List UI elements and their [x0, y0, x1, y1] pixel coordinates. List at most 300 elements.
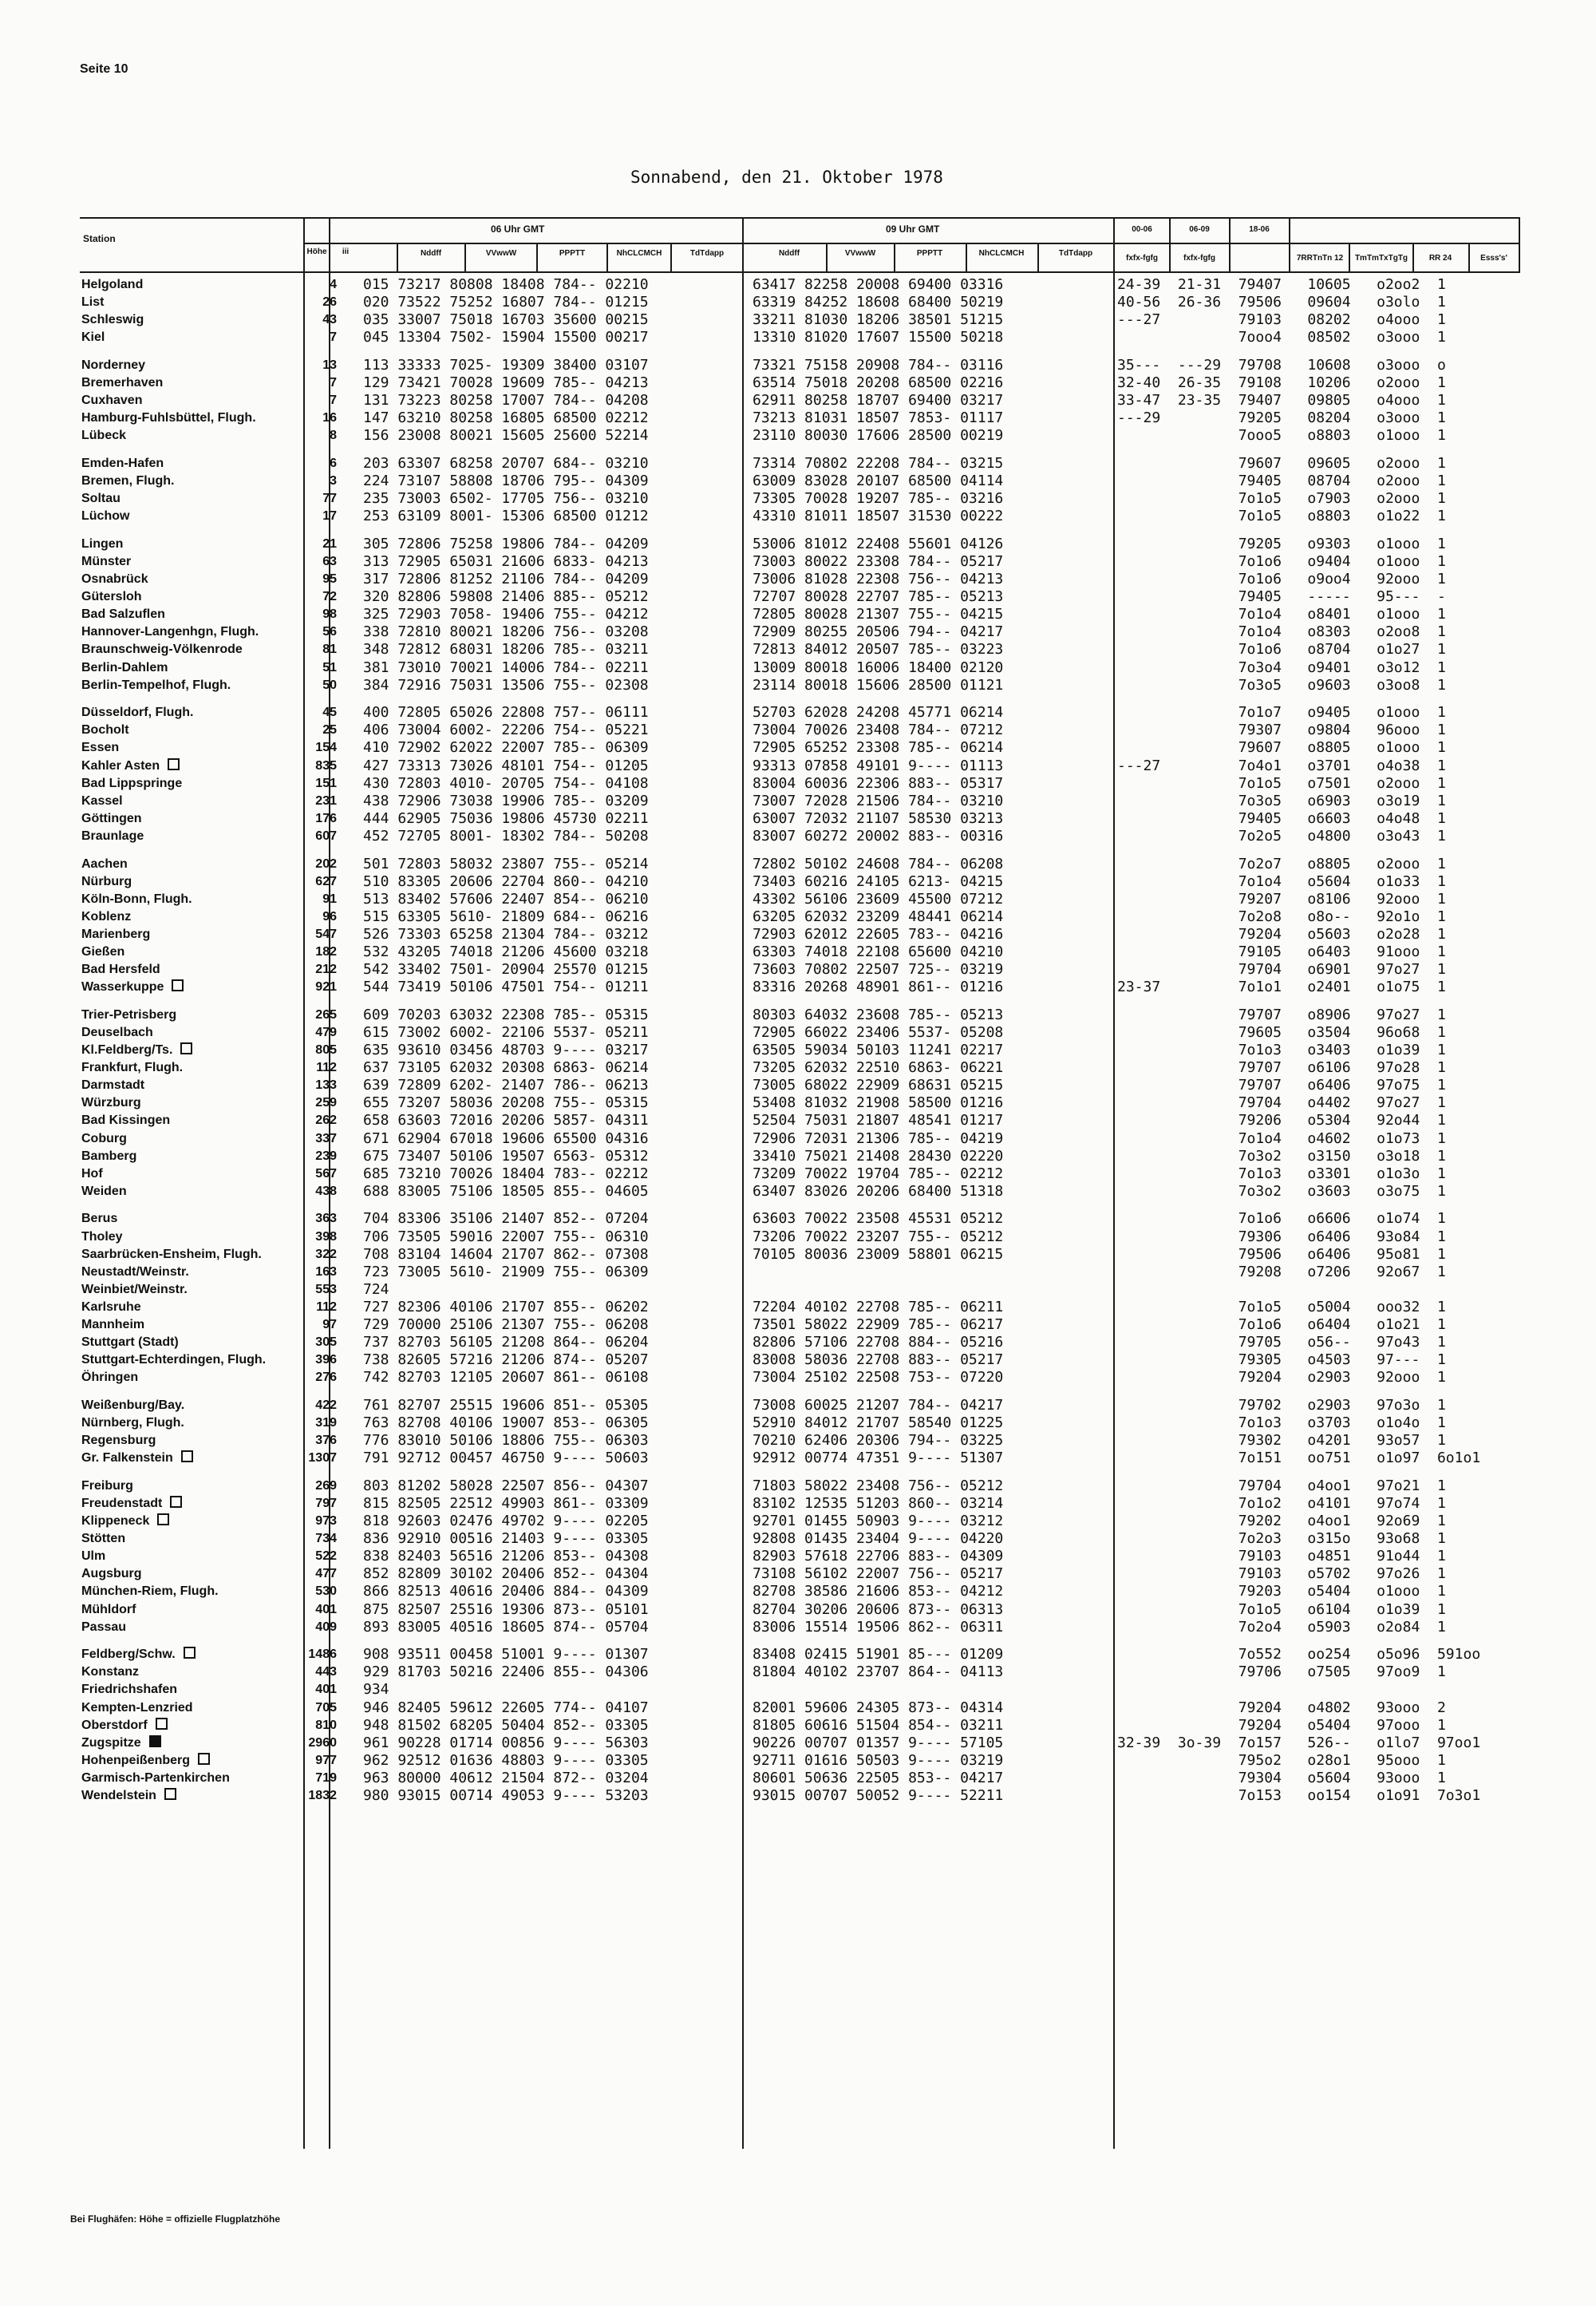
- station-height: 98: [322, 607, 337, 622]
- extremes-precip: 79204 o5404 97ooo 1: [1117, 1716, 1446, 1734]
- station-height: 56: [322, 625, 337, 639]
- station-height: 422: [315, 1398, 337, 1412]
- station-height: 182: [315, 945, 337, 959]
- obs-09-gmt: 72204 40102 22708 785-- 06211: [753, 1298, 1004, 1315]
- station-height: 72: [322, 590, 337, 604]
- header-station: Station: [83, 233, 116, 244]
- obs-09-gmt: 83408 02415 51901 85--- 01209: [753, 1646, 1004, 1663]
- station-height: 3: [330, 474, 337, 488]
- obs-09-gmt: 83008 58036 22708 883-- 05217: [753, 1351, 1004, 1369]
- table-subheader-rule: [303, 243, 1520, 244]
- extremes-precip: 79105 o6403 91ooo 1: [1117, 943, 1446, 960]
- obs-06-gmt: 658 63603 72016 20206 5857- 04311: [363, 1112, 649, 1129]
- obs-09-gmt: 73206 70022 23207 755-- 05212: [753, 1228, 1004, 1245]
- station-height: 607: [315, 829, 337, 843]
- col-divider-09-d: [1037, 243, 1039, 273]
- obs-06-gmt: 706 73505 59016 22007 755-- 06310: [363, 1228, 649, 1245]
- obs-09-gmt: 73501 58022 22909 785-- 06217: [753, 1316, 1004, 1333]
- obs-06-gmt: 381 73010 70021 14006 784-- 02211: [363, 659, 649, 676]
- obs-06-gmt: 685 73210 70026 18404 783-- 02212: [363, 1165, 649, 1182]
- obs-09-gmt: 52504 75031 21807 48541 01217: [753, 1112, 1004, 1129]
- station-height: 7: [330, 376, 337, 390]
- obs-06-gmt: 639 72809 6202- 21407 786-- 06213: [363, 1077, 649, 1094]
- obs-09-gmt: 73321 75158 20908 784-- 03116: [753, 356, 1004, 374]
- station-height: 322: [315, 1247, 337, 1261]
- header-06-col-3: PPPTT: [559, 249, 586, 258]
- obs-06-gmt: 131 73223 80258 17007 784-- 04208: [363, 392, 649, 409]
- obs-06-gmt: 688 83005 75106 18505 855-- 04605: [363, 1182, 649, 1200]
- extremes-precip: ---27 7o4o1 o3701 o4o38 1: [1117, 757, 1446, 774]
- extremes-precip: 7o1o5 o7903 o2ooo 1: [1117, 490, 1446, 508]
- station-height: 337: [315, 1131, 337, 1145]
- extremes-precip: 7o2o3 o315o 93o68 1: [1117, 1530, 1446, 1548]
- station-name: Lüchow: [81, 509, 130, 524]
- station-name: Mannheim: [81, 1318, 145, 1331]
- col-divider-06-c: [536, 243, 538, 273]
- obs-06-gmt: 980 93015 00714 49053 9---- 53203: [363, 1787, 649, 1804]
- extremes-precip: 7o3o2 o3603 o3o75 1: [1117, 1182, 1446, 1200]
- station-name: Hohenpeißenberg: [81, 1752, 210, 1770]
- obs-06-gmt: 729 70000 25106 21307 755-- 06208: [363, 1316, 649, 1333]
- obs-09-gmt: 72805 80028 21307 755-- 04215: [753, 606, 1004, 623]
- station-height: 376: [315, 1434, 337, 1448]
- obs-09-gmt: 82903 57618 22706 883-- 04309: [753, 1548, 1004, 1565]
- obs-09-gmt: 73004 25102 22508 753-- 07220: [753, 1369, 1004, 1386]
- obs-09-gmt: 73006 81028 22308 756-- 04213: [753, 571, 1004, 587]
- obs-06-gmt: 852 82809 30102 20406 852-- 04304: [363, 1565, 649, 1583]
- extremes-precip: 23-37 7o1o1 o2401 o1o75 1: [1117, 979, 1446, 996]
- station-marker-icon: [168, 758, 180, 770]
- extremes-precip: 79103 o5702 97o26 1: [1117, 1565, 1446, 1583]
- station-height: 797: [315, 1496, 337, 1510]
- station-height: 265: [315, 1007, 337, 1022]
- station-name: Nürnberg, Flugh.: [81, 1416, 184, 1430]
- station-height: 269: [315, 1478, 337, 1493]
- station-name: Emden-Hafen: [81, 456, 164, 470]
- station-height: 553: [315, 1282, 337, 1296]
- obs-09-gmt: 83007 60272 20002 883-- 00316: [753, 827, 1004, 844]
- obs-06-gmt: 513 83402 57606 22407 854-- 06210: [363, 890, 649, 908]
- obs-09-gmt: 80601 50636 22505 853-- 04217: [753, 1769, 1004, 1786]
- station-name: Düsseldorf, Flugh.: [81, 706, 194, 720]
- obs-09-gmt: 73004 70026 23408 784-- 07212: [753, 722, 1004, 739]
- header-09-col-2: VVwwW: [844, 249, 876, 258]
- extremes-precip: 40-56 26-36 79506 09604 o3olo 1: [1117, 294, 1446, 311]
- extremes-precip: 7o552 oo254 o5o96 591oo: [1117, 1646, 1481, 1663]
- extremes-precip: 7o1o4 o4602 o1o73 1: [1117, 1129, 1446, 1147]
- obs-06-gmt: 532 43205 74018 21206 45600 03218: [363, 943, 649, 960]
- extremes-precip: 7o1o6 o8704 o1o27 1: [1117, 641, 1446, 659]
- extremes-precip: 7o1o4 o5604 o1o33 1: [1117, 872, 1446, 890]
- col-divider-right: [1519, 217, 1520, 273]
- page-title: Sonnabend, den 21. Oktober 1978: [630, 168, 943, 187]
- extremes-precip: 79304 o5604 93ooo 1: [1117, 1769, 1446, 1786]
- station-height: 921: [315, 980, 337, 995]
- header-09-col-5: TdTdapp: [1058, 249, 1093, 258]
- obs-09-gmt: 73205 62032 22510 6863- 06221: [753, 1059, 1004, 1077]
- station-name: Norderney: [81, 358, 146, 372]
- station-name: Stuttgart (Stadt): [81, 1335, 179, 1350]
- station-height: 276: [315, 1371, 337, 1385]
- extremes-precip: 7o1o4 o8401 o1ooo 1: [1117, 606, 1446, 623]
- station-name: Trier-Petrisberg: [81, 1007, 177, 1022]
- station-name: Berus: [81, 1212, 118, 1226]
- col-divider-06-b: [464, 243, 466, 273]
- extremes-precip: 7o151 oo751 o1o97 6o1o1: [1117, 1450, 1481, 1467]
- extremes-precip: 7o2o5 o4800 o3o43 1: [1117, 827, 1446, 844]
- obs-09-gmt: 72909 80255 20506 794-- 04217: [753, 623, 1004, 641]
- obs-06-gmt: 738 82605 57216 21206 874-- 05207: [363, 1351, 649, 1369]
- station-name: Karlsruhe: [81, 1299, 141, 1314]
- obs-06-gmt: 934: [363, 1681, 389, 1699]
- obs-09-gmt: 33410 75021 21408 28430 02220: [753, 1147, 1004, 1165]
- station-height: 547: [315, 927, 337, 941]
- header-06-col-5: TdTdapp: [689, 249, 725, 258]
- obs-09-gmt: 63009 83028 20107 68500 04114: [753, 473, 1004, 489]
- obs-09-gmt: 71803 58022 23408 756-- 05212: [753, 1477, 1004, 1494]
- obs-06-gmt: 737 82703 56105 21208 864-- 06204: [363, 1334, 649, 1351]
- station-marker-icon: [170, 1496, 182, 1508]
- station-name: Lingen: [81, 536, 124, 551]
- obs-09-gmt: 92808 01435 23404 9---- 04220: [753, 1530, 1004, 1548]
- obs-09-gmt: 53408 81032 21908 58500 01216: [753, 1094, 1004, 1112]
- station-height: 17: [322, 509, 337, 524]
- station-height: 401: [315, 1683, 337, 1697]
- obs-09-gmt: 63303 74018 22108 65600 04210: [753, 943, 1004, 960]
- table-header-rule: [80, 271, 1520, 273]
- header-06-col-1: Nddff: [420, 249, 442, 258]
- obs-09-gmt: 52910 84012 21707 58540 01225: [753, 1414, 1004, 1431]
- extremes-precip: 7o1o5 o8803 o1o22 1: [1117, 508, 1446, 525]
- station-height: 1486: [308, 1647, 337, 1662]
- station-height: 202: [315, 856, 337, 871]
- station-name: Weißenburg/Bay.: [81, 1398, 185, 1412]
- station-marker-icon: [198, 1753, 210, 1765]
- extremes-precip: 33-47 23-35 79407 09805 o4ooo 1: [1117, 392, 1446, 409]
- station-name: Kiel: [81, 330, 105, 345]
- obs-09-gmt: 43302 56106 23609 45500 07212: [753, 890, 1004, 908]
- obs-09-gmt: 83102 12535 51203 860-- 03214: [753, 1494, 1004, 1512]
- col-divider-06: [742, 217, 744, 2149]
- station-height: 705: [315, 1700, 337, 1715]
- obs-06-gmt: 317 72806 81252 21106 784-- 04209: [363, 571, 649, 587]
- obs-06-gmt: 791 92712 00457 46750 9---- 50603: [363, 1450, 649, 1467]
- obs-09-gmt: 13310 81020 17607 15500 50218: [753, 329, 1004, 346]
- station-height: 91: [322, 892, 337, 906]
- extremes-precip: 79506 o6406 95o81 1: [1117, 1245, 1446, 1263]
- obs-06-gmt: 763 82708 40106 19007 853-- 06305: [363, 1414, 649, 1431]
- station-name: Frankfurt, Flugh.: [81, 1061, 184, 1075]
- extremes-precip: 79207 o8106 92ooo 1: [1117, 890, 1446, 908]
- obs-09-gmt: 92912 00774 47351 9---- 51307: [753, 1450, 1004, 1467]
- obs-06-gmt: 444 62905 75036 19806 45730 02211: [363, 809, 649, 827]
- station-height: 443: [315, 1665, 337, 1679]
- extremes-precip: 79706 o7505 97oo9 1: [1117, 1663, 1446, 1681]
- station-name: Würzburg: [81, 1096, 141, 1110]
- station-height: 21: [322, 536, 337, 551]
- station-height: 319: [315, 1416, 337, 1430]
- station-height: 734: [315, 1532, 337, 1546]
- col-divider-r2: [1229, 217, 1231, 273]
- obs-09-gmt: 63319 84252 18608 68400 50219: [753, 294, 1004, 311]
- station-name: Weiden: [81, 1184, 127, 1198]
- obs-06-gmt: 724: [363, 1280, 389, 1298]
- station-height: 95: [322, 572, 337, 586]
- station-name: Oberstdorf: [81, 1717, 168, 1734]
- page-number: Seite 10: [80, 62, 128, 76]
- obs-06-gmt: 637 73105 62032 20308 6863- 06214: [363, 1059, 649, 1077]
- obs-06-gmt: 544 73419 50106 47501 754-- 01211: [363, 979, 649, 996]
- station-height: 96: [322, 909, 337, 924]
- obs-06-gmt: 875 82507 25516 19306 873-- 05101: [363, 1600, 649, 1618]
- station-name: Augsburg: [81, 1567, 142, 1581]
- obs-09-gmt: 73005 68022 22909 68631 05215: [753, 1077, 1004, 1094]
- extremes-precip: 79103 o4851 91o44 1: [1117, 1548, 1446, 1565]
- obs-09-gmt: 63007 72032 21107 58530 03213: [753, 809, 1004, 827]
- station-height: 409: [315, 1620, 337, 1634]
- obs-06-gmt: 235 73003 6502- 17705 756-- 03210: [363, 490, 649, 508]
- header-r2-title: 06-09: [1189, 225, 1210, 234]
- obs-06-gmt: 836 92910 00516 21403 9---- 03305: [363, 1530, 649, 1548]
- extremes-precip: 7o1o7 o9405 o1ooo 1: [1117, 704, 1446, 722]
- obs-06-gmt: 501 72803 58032 23807 755-- 05214: [363, 855, 649, 872]
- station-name: Feldberg/Schw.: [81, 1646, 196, 1663]
- obs-06-gmt: 147 63210 80258 16805 68500 02212: [363, 409, 649, 427]
- header-r6-sub: Esss's': [1480, 254, 1507, 263]
- obs-06-gmt: 129 73421 70028 19609 785-- 04213: [363, 374, 649, 391]
- obs-06-gmt: 305 72806 75258 19806 784-- 04209: [363, 535, 649, 552]
- obs-09-gmt: 81804 40102 23707 864-- 04113: [753, 1663, 1004, 1681]
- obs-06-gmt: 838 82403 56516 21206 853-- 04308: [363, 1548, 649, 1565]
- header-r1-title: 00-06: [1132, 225, 1152, 234]
- station-name: Bad Salzuflen: [81, 607, 165, 622]
- obs-09-gmt: 63505 59034 50103 11241 02217: [753, 1042, 1004, 1058]
- obs-09-gmt: 73305 70028 19207 785-- 03216: [753, 490, 1004, 508]
- station-name: Neustadt/Weinstr.: [81, 1264, 189, 1279]
- obs-06-gmt: 320 82806 59808 21406 885-- 05212: [363, 588, 649, 606]
- obs-09-gmt: 23114 80018 15606 28500 01121: [753, 676, 1004, 694]
- obs-09-gmt: 83316 20268 48901 861-- 01216: [753, 979, 1004, 996]
- station-height: 25: [322, 723, 337, 738]
- obs-09-gmt: 43310 81011 18507 31530 00222: [753, 508, 1004, 525]
- extremes-precip: 7ooo5 o8803 o1ooo 1: [1117, 427, 1446, 445]
- extremes-precip: 7o1o4 o8303 o2oo8 1: [1117, 623, 1446, 641]
- station-height: 305: [315, 1335, 337, 1350]
- obs-09-gmt: 73108 56102 22007 756-- 05217: [753, 1565, 1004, 1583]
- obs-09-gmt: 70105 80036 23009 58801 06215: [753, 1245, 1004, 1263]
- station-height: 43: [322, 313, 337, 327]
- obs-06-gmt: 609 70203 63032 22308 785-- 05315: [363, 1006, 649, 1023]
- extremes-precip: 7o1o2 o4101 97o74 1: [1117, 1494, 1446, 1512]
- col-divider-r6: [1468, 243, 1470, 273]
- obs-09-gmt: 72813 84012 20507 785-- 03223: [753, 641, 1004, 659]
- col-divider-09: [1113, 217, 1115, 2149]
- extremes-precip: 7o2o7 o8805 o2ooo 1: [1117, 855, 1446, 872]
- station-name: Passau: [81, 1620, 127, 1634]
- obs-09-gmt: 70210 62406 20306 794-- 03225: [753, 1432, 1004, 1450]
- extremes-precip: 32-40 26-35 79108 10206 o2ooo 1: [1117, 374, 1446, 391]
- station-height: 973: [315, 1514, 337, 1528]
- obs-06-gmt: 961 90228 01714 00856 9---- 56303: [363, 1734, 649, 1751]
- station-name: Cuxhaven: [81, 394, 143, 408]
- extremes-precip: 7o3o4 o9401 o3o12 1: [1117, 659, 1446, 676]
- obs-09-gmt: 53006 81012 22408 55601 04126: [753, 535, 1004, 552]
- station-height: 438: [315, 1184, 337, 1198]
- obs-06-gmt: 948 81502 68205 50404 852-- 03305: [363, 1716, 649, 1734]
- obs-06-gmt: 704 83306 35106 21407 852-- 07204: [363, 1210, 649, 1228]
- station-height: 77: [322, 492, 337, 506]
- station-height: 398: [315, 1229, 337, 1244]
- station-height: 231: [315, 793, 337, 808]
- station-height: 1307: [308, 1451, 337, 1465]
- extremes-precip: 79204 o2903 92ooo 1: [1117, 1369, 1446, 1386]
- station-height: 522: [315, 1549, 337, 1564]
- extremes-precip: 7o3o5 o6903 o3o19 1: [1117, 792, 1446, 809]
- obs-09-gmt: 80303 64032 23608 785-- 05213: [753, 1006, 1004, 1023]
- extremes-precip: 7o1o5 o6104 o1o39 1: [1117, 1600, 1446, 1618]
- obs-06-gmt: 438 72906 73038 19906 785-- 03209: [363, 792, 649, 809]
- station-height: 154: [315, 741, 337, 755]
- station-name: Kassel: [81, 793, 123, 808]
- station-name: Bad Hersfeld: [81, 963, 160, 977]
- obs-09-gmt: 73008 60025 21207 784-- 04217: [753, 1396, 1004, 1414]
- station-height: 401: [315, 1602, 337, 1616]
- station-height: 133: [315, 1078, 337, 1093]
- header-09-col-1: Nddff: [778, 249, 800, 258]
- extremes-precip: 79206 o5304 92o44 1: [1117, 1112, 1446, 1129]
- station-name: Lübeck: [81, 429, 127, 443]
- obs-06-gmt: 803 81202 58028 22507 856-- 04307: [363, 1477, 649, 1494]
- station-name: Klippeneck: [81, 1513, 169, 1530]
- extremes-precip: 79202 o4oo1 92o69 1: [1117, 1513, 1446, 1529]
- obs-06-gmt: 727 82306 40106 21707 855-- 06202: [363, 1298, 649, 1315]
- station-marker-icon: [149, 1735, 161, 1747]
- header-r3-title: 18-06: [1249, 225, 1270, 234]
- station-name: Bremen, Flugh.: [81, 474, 175, 488]
- station-height: 7: [330, 330, 337, 345]
- extremes-precip: 7o2o4 o5903 o2o84 1: [1117, 1618, 1446, 1636]
- obs-06-gmt: 430 72803 4010- 20705 754-- 04108: [363, 774, 649, 792]
- header-r4-sub: TmTmTxTgTg: [1354, 254, 1408, 263]
- col-divider-06-e: [670, 243, 672, 273]
- station-marker-icon: [184, 1647, 196, 1659]
- extremes-precip: 35--- ---29 79708 10608 o3ooo o: [1117, 356, 1446, 374]
- station-name: Freiburg: [81, 1478, 133, 1493]
- extremes-precip: 7o1o5 o7501 o2ooo 1: [1117, 774, 1446, 792]
- station-marker-icon: [164, 1788, 176, 1800]
- station-height: 26: [322, 295, 337, 310]
- col-divider-r4: [1349, 243, 1350, 273]
- obs-06-gmt: 929 81703 50216 22406 855-- 04306: [363, 1663, 649, 1681]
- extremes-precip: 7ooo4 08502 o3ooo 1: [1117, 329, 1446, 346]
- obs-09-gmt: 63417 82258 20008 69400 03316: [753, 276, 1004, 293]
- station-height: 977: [315, 1753, 337, 1767]
- station-name: Stuttgart-Echterdingen, Flugh.: [81, 1353, 267, 1367]
- obs-09-gmt: 72802 50102 24608 784-- 06208: [753, 855, 1004, 872]
- obs-06-gmt: 224 73107 58808 18706 795-- 04309: [363, 473, 649, 489]
- extremes-precip: 79405 08704 o2ooo 1: [1117, 473, 1446, 489]
- obs-06-gmt: 113 33333 7025- 19309 38400 03107: [363, 356, 649, 374]
- extremes-precip: 79305 o4503 97--- 1: [1117, 1351, 1446, 1369]
- station-name: Mühldorf: [81, 1602, 136, 1616]
- station-height: 7: [330, 394, 337, 408]
- extremes-precip: 7o3o2 o3150 o3o18 1: [1117, 1147, 1446, 1165]
- obs-09-gmt: 72905 65252 23308 785-- 06214: [753, 739, 1004, 757]
- station-name: Kahler Asten: [81, 757, 180, 775]
- extremes-precip: 79705 o56-- 97o43 1: [1117, 1334, 1446, 1351]
- station-height: 176: [315, 811, 337, 825]
- station-marker-icon: [180, 1042, 192, 1054]
- extremes-precip: 79607 o8805 o1ooo 1: [1117, 739, 1446, 757]
- station-name: Braunschweig-Völkenrode: [81, 643, 243, 657]
- obs-06-gmt: 962 92512 01636 48803 9---- 03305: [363, 1751, 649, 1769]
- col-divider-09-a: [826, 243, 828, 273]
- obs-09-gmt: 82806 57106 22708 884-- 05216: [753, 1334, 1004, 1351]
- station-name: Wasserkuppe: [81, 979, 184, 996]
- station-height: 97: [322, 1318, 337, 1331]
- station-height: 13: [322, 358, 337, 372]
- extremes-precip: 79302 o4201 93o57 1: [1117, 1432, 1446, 1450]
- obs-09-gmt: 72906 72031 21306 785-- 04219: [753, 1129, 1004, 1147]
- station-height: 4: [330, 278, 337, 291]
- station-name: Deuselbach: [81, 1025, 153, 1039]
- station-height: 63: [322, 554, 337, 568]
- station-name: Bamberg: [81, 1149, 137, 1163]
- station-name: List: [81, 295, 105, 310]
- station-name: Bad Lippspringe: [81, 776, 183, 790]
- obs-06-gmt: 776 83010 50106 18806 755-- 06303: [363, 1432, 649, 1450]
- station-marker-icon: [157, 1513, 169, 1525]
- obs-06-gmt: 761 82707 25515 19606 851-- 05305: [363, 1396, 649, 1414]
- station-height: 1832: [308, 1789, 337, 1802]
- extremes-precip: 79607 09605 o2ooo 1: [1117, 454, 1446, 472]
- station-height: 259: [315, 1096, 337, 1110]
- header-r5-sub: RR 24: [1428, 254, 1452, 263]
- station-height: 212: [315, 963, 337, 977]
- obs-06-gmt: 866 82513 40616 20406 884-- 04309: [363, 1583, 649, 1600]
- station-height: 6: [330, 456, 337, 470]
- extremes-precip: 7o153 oo154 o1o91 7o3o1: [1117, 1787, 1481, 1804]
- station-name: Hof: [81, 1166, 103, 1181]
- extremes-precip: 7o1o6 o6606 o1o74 1: [1117, 1210, 1446, 1228]
- extremes-precip: 79704 o4402 97o27 1: [1117, 1094, 1446, 1112]
- station-name: Stötten: [81, 1532, 126, 1546]
- station-name: Friedrichshafen: [81, 1683, 178, 1697]
- header-09-col-4: NhCLCMCH: [978, 249, 1025, 258]
- obs-09-gmt: 63407 83026 20206 68400 51318: [753, 1182, 1004, 1200]
- obs-06-gmt: 156 23008 80021 15605 25600 52214: [363, 427, 649, 445]
- header-r2-sub: fxfx-fgfg: [1183, 254, 1215, 263]
- obs-09-gmt: 63205 62032 23209 48441 06214: [753, 908, 1004, 925]
- obs-09-gmt: 62911 80258 18707 69400 03217: [753, 392, 1004, 409]
- station-name: Osnabrück: [81, 572, 148, 586]
- station-name: Soltau: [81, 492, 120, 506]
- station-height: 112: [316, 1299, 337, 1314]
- extremes-precip: 79707 o8906 97o27 1: [1117, 1006, 1446, 1023]
- station-height: 805: [315, 1043, 337, 1057]
- obs-09-gmt: 82001 59606 24305 873-- 04314: [753, 1699, 1004, 1716]
- obs-06-gmt: 020 73522 75252 16807 784-- 01215: [363, 294, 649, 311]
- header-r3-sub: 7RRTnTn 12: [1296, 254, 1344, 263]
- extremes-precip: 79405 o6603 o4o48 1: [1117, 809, 1446, 827]
- obs-09-gmt: 73314 70802 22208 784-- 03215: [753, 454, 1004, 472]
- obs-06-gmt: 035 33007 75018 16703 35600 00215: [363, 311, 649, 329]
- obs-09-gmt: 63603 70022 23508 45531 05212: [753, 1210, 1004, 1228]
- station-name: Gießen: [81, 945, 125, 959]
- obs-09-gmt: 93313 07858 49101 9---- 01113: [753, 757, 1004, 774]
- extremes-precip: 79204 o4802 93ooo 2: [1117, 1699, 1446, 1716]
- station-name: Konstanz: [81, 1665, 139, 1679]
